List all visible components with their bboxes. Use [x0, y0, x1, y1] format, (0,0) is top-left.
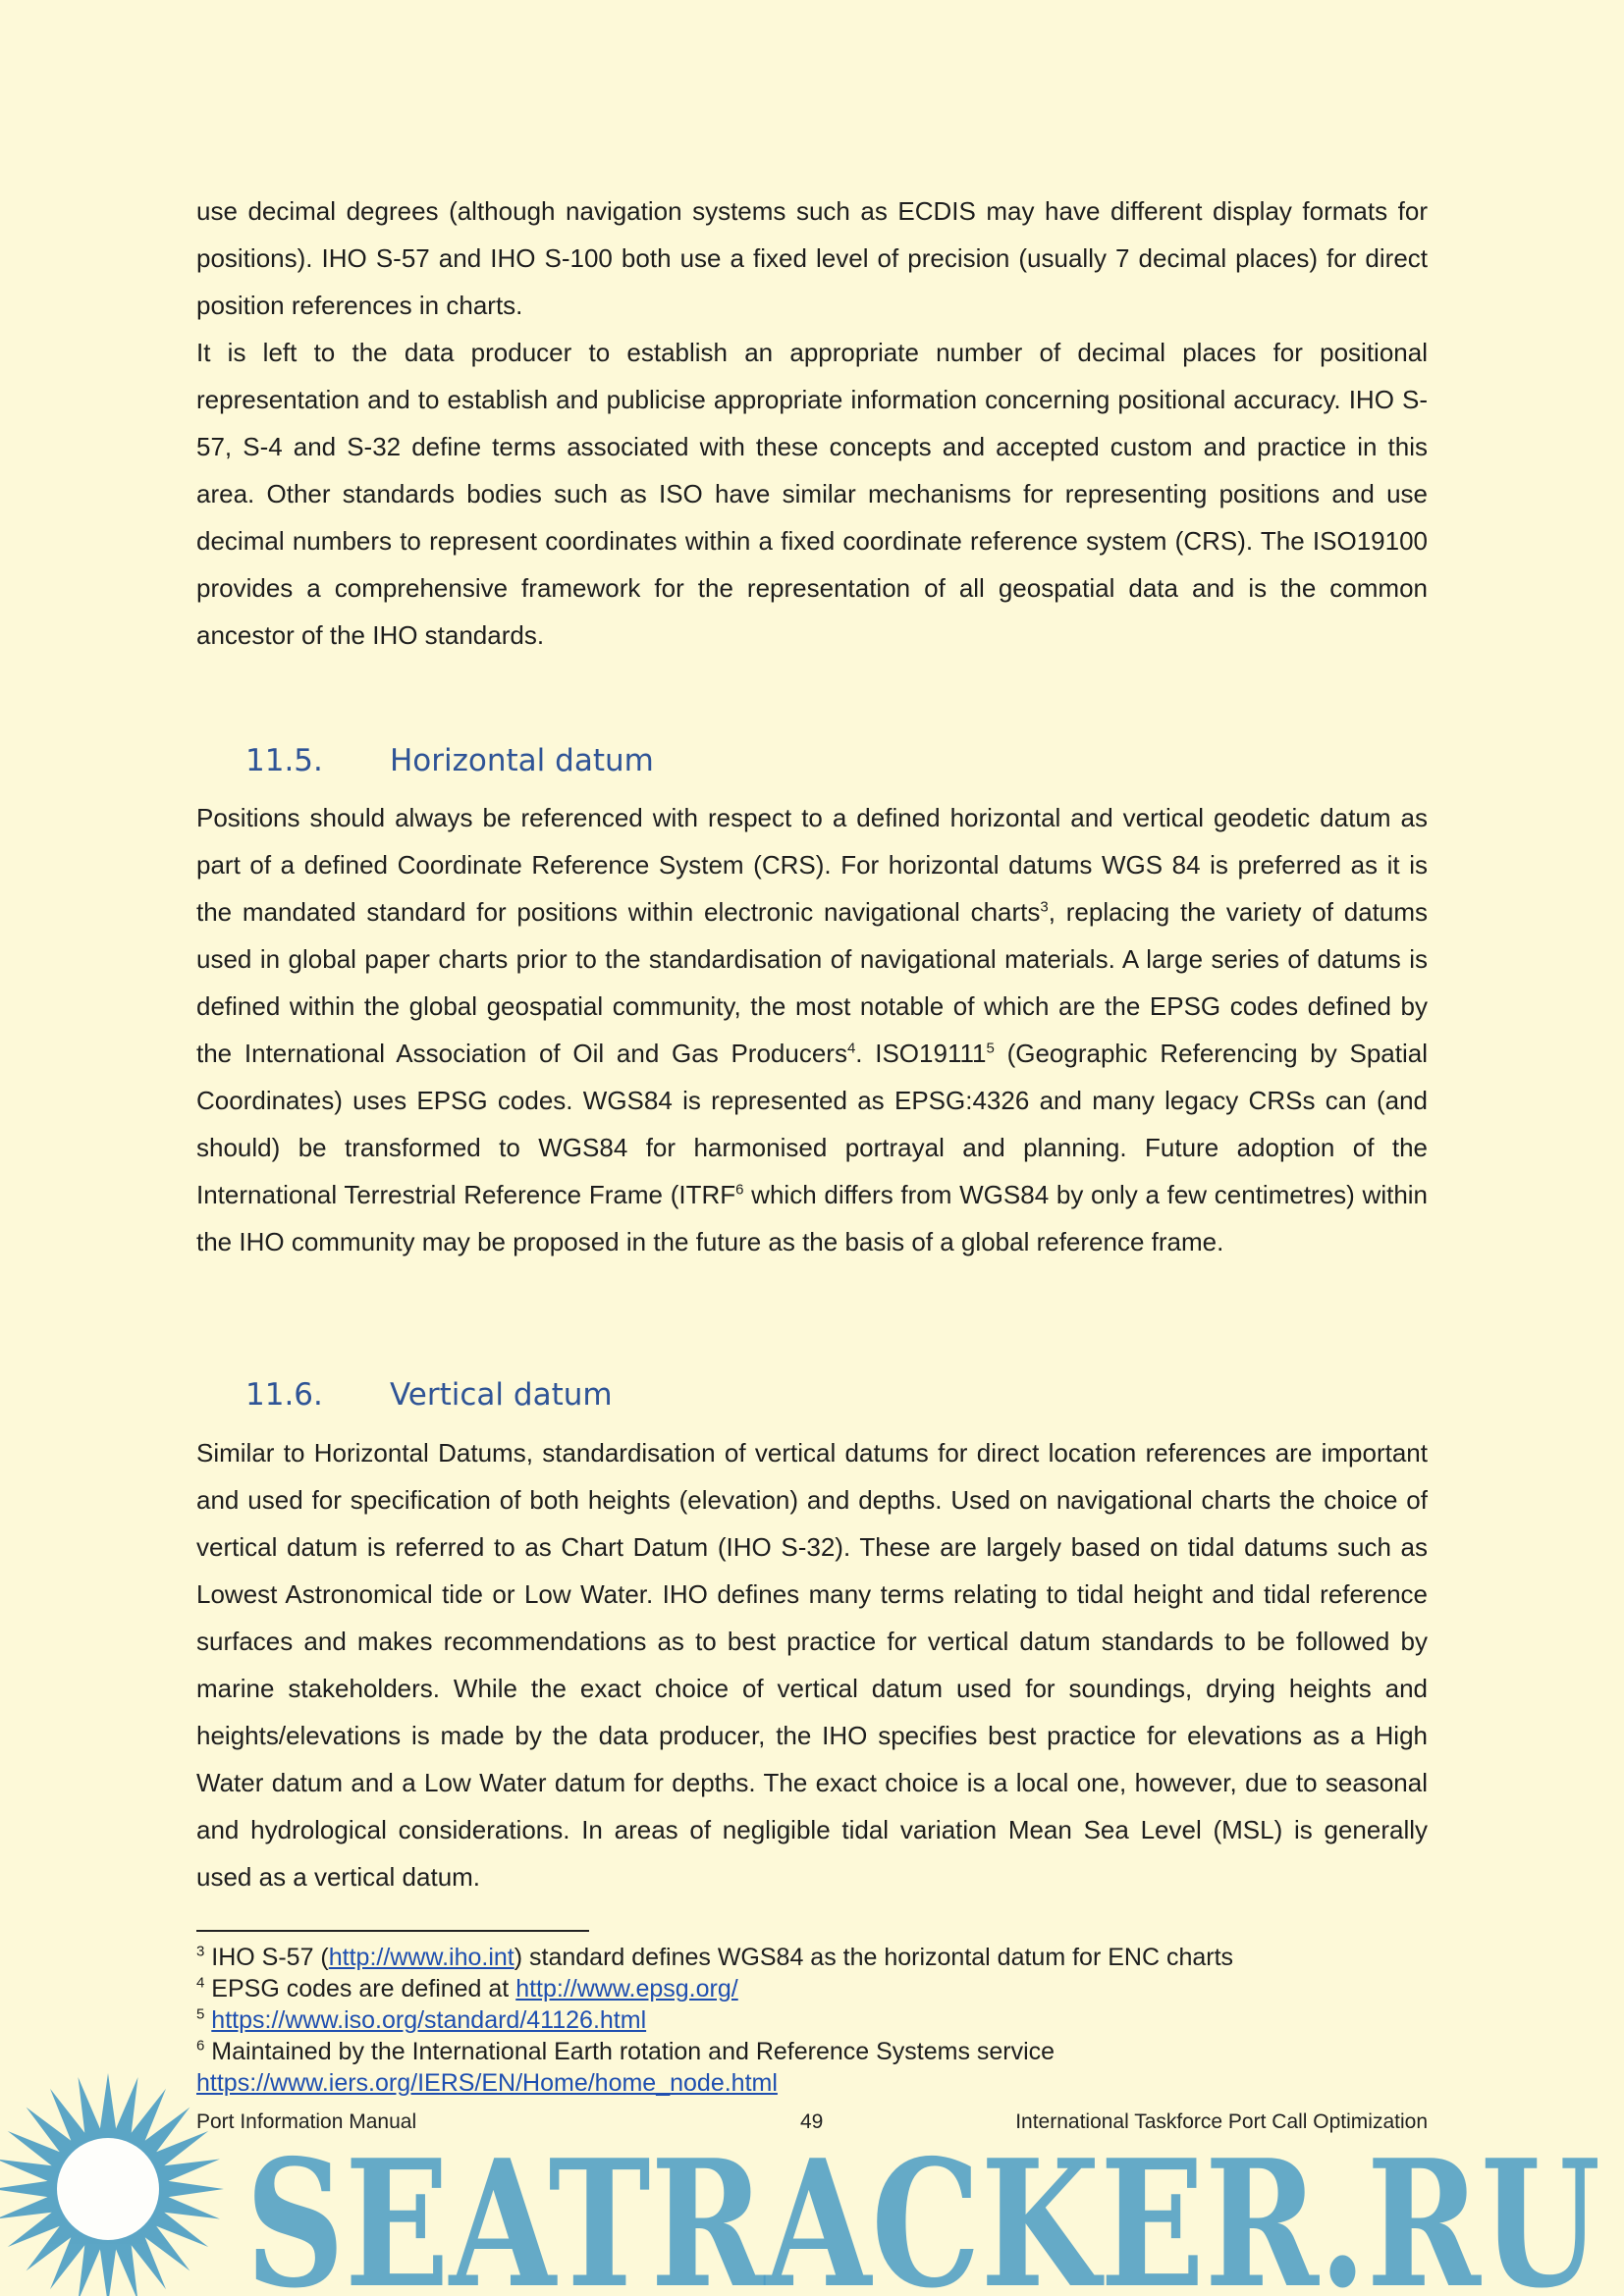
footnote-number: 6 — [196, 2037, 205, 2055]
sun-burst-icon — [0, 2073, 224, 2296]
text-segment: , replacing the variety of datums used in global paper charts prior to the standardisation of navigational materials. A large series of datums is defined within the global geospatial community, the most notable of which are the EPSG codes defined by the International Association of Oil and Gas Producers — [196, 897, 1428, 1068]
paragraph — [196, 794, 1428, 1265]
watermark-logo — [0, 2042, 1624, 2296]
footnote-text: IHO S-57 ( — [204, 1944, 329, 1971]
footer-organization: International Taskforce Port Call Optimization — [1015, 2110, 1428, 2133]
section-heading-vertical-datum — [245, 1375, 613, 1415]
footer-page-number: 49 — [800, 2110, 824, 2133]
watermark-text: SEATRACKER.RU — [245, 2121, 1600, 2296]
footnote-number: 4 — [196, 1974, 205, 1992]
footnote-ref[interactable]: 4 — [846, 1040, 856, 1057]
footnote-number: 3 — [196, 1943, 205, 1960]
text-segment: . ISO19111 — [855, 1039, 987, 1068]
paragraph: use decimal degrees (although navigation systems such as ECDIS may have different display formats for positions). IHO S-57 and IHO S-100 both use a fixed level of precision (usually 7 decimal places) for direct position references in charts. — [196, 196, 1428, 320]
footnote-text: Maintained by the International Earth rotation and Reference Systems service — [204, 2038, 1056, 2065]
footnote-divider — [196, 1930, 589, 1932]
footnote-4 — [196, 1973, 1428, 2004]
section-number: 11.6. — [245, 1377, 323, 1413]
footnote-ref[interactable]: 5 — [986, 1040, 995, 1057]
footnote-link[interactable]: http://www.epsg.org/ — [515, 1975, 738, 2002]
footnote-link[interactable]: http://www.iho.int — [328, 1944, 514, 1971]
text-segment: which differs from WGS84 by only a few centimetres) within the IHO community may be proposed in the future as the basis of a global reference frame. — [196, 1180, 1429, 1256]
vertical-datum-text-block — [196, 1429, 1428, 1900]
section-title: Horizontal datum — [390, 743, 654, 778]
footnote-ref[interactable]: 6 — [735, 1181, 744, 1199]
footer-document-title: Port Information Manual — [196, 2110, 417, 2133]
sun-core — [57, 2138, 159, 2240]
footnote-5 — [196, 2004, 1428, 2036]
footnote-number: 5 — [196, 2005, 205, 2023]
intro-text-block — [196, 187, 1428, 659]
horizontal-datum-text-block — [196, 794, 1428, 1265]
section-number: 11.5. — [245, 743, 323, 778]
paragraph: Similar to Horizontal Datums, standardisation of vertical datums for direct location references are important and used for specification of both heights (elevation) and depths. Used on navigational charts the choice of vertical datum is referred to as Chart Datum (IHO S-32). These are largely based on tidal datums such as Lowest Astronomical tide or Low Water. IHO defines many terms relating to tidal height and tidal reference surfaces and makes recommendations as to best practice for vertical datum standards to be followed by marine stakeholders. While the exact choice of vertical datum used for soundings, drying heights and heights/elevations is made by the data producer, the IHO specifies best practice for elevations as a High Water datum and a Low Water datum for depths. The exact choice is a local one, however, due to seasonal and hydrological considerations. In areas of negligible tidal variation Mean Sea Level (MSL) is generally used as a vertical datum. — [196, 1438, 1428, 1892]
footnote-text: ) standard defines WGS84 as the horizontal datum for ENC charts — [514, 1944, 1234, 1971]
section-title: Vertical datum — [390, 1377, 613, 1413]
footnote-link[interactable]: https://www.iers.org/IERS/EN/Home/home_node.html — [196, 2069, 778, 2097]
text-segment: (Geographic Referencing by Spatial Coordinates) uses EPSG codes. WGS84 is represented as EPSG:4326 and many legacy CRSs can (and should) be transformed to WGS84 for harmonised portrayal and planning. Future adoption of the International Terrestrial Reference Frame (ITRF — [196, 1039, 1428, 1209]
paragraph: It is left to the data producer to establish an appropriate number of decimal places for positional representation and to establish and publicise appropriate information concerning positional accuracy. IHO S-57, S-4 and S-32 define terms associated with these concepts and accepted custom and practice in this area. Other standards bodies such as ISO have similar mechanisms for representing positions and use decimal numbers to represent coordinates within a fixed coordinate reference system (CRS). The ISO19100 provides a comprehensive framework for the representation of all geospatial data and is the common ancestor of the IHO standards. — [196, 338, 1428, 650]
section-heading-horizontal-datum — [245, 741, 654, 780]
text-segment: Positions should always be referenced with respect to a defined horizontal and vertical geodetic datum as part of a defined Coordinate Reference System (CRS). For horizontal datums WGS 84 is preferred as it is the mandated standard for positions within electronic navigational charts — [196, 803, 1428, 927]
footnote-ref[interactable]: 3 — [1040, 898, 1049, 916]
footnote-3 — [196, 1942, 1428, 1973]
footnote-link[interactable]: https://www.iso.org/standard/41126.html — [211, 2006, 647, 2034]
footnote-text: EPSG codes are defined at — [204, 1975, 516, 2002]
